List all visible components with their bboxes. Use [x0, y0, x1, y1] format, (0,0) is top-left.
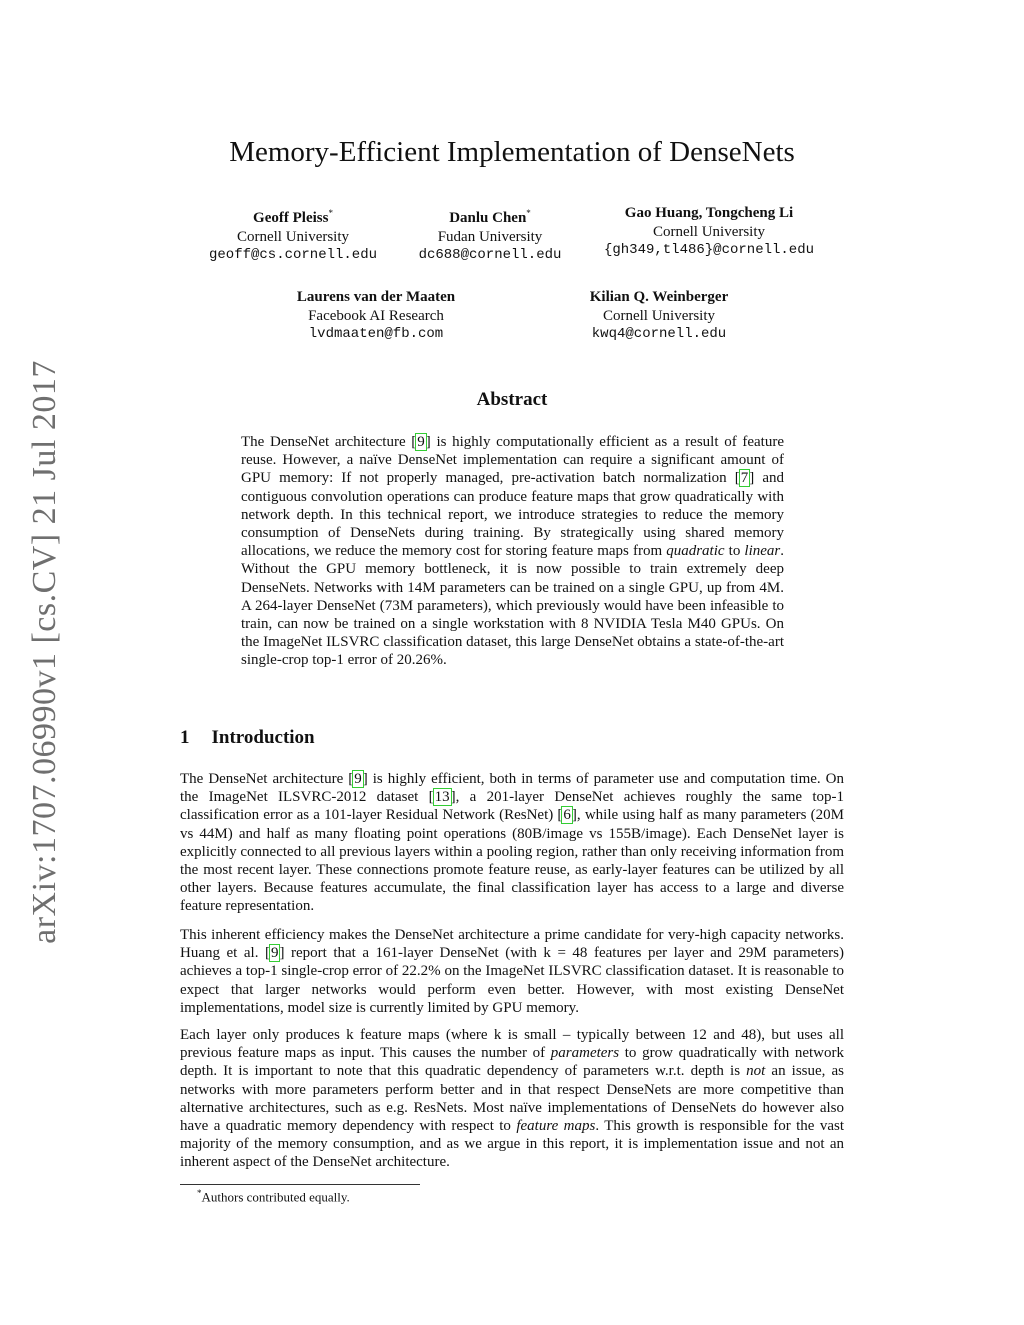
- emphasis: linear: [744, 543, 781, 560]
- section-title: Introduction: [211, 727, 315, 748]
- footnote-mark: *: [197, 1188, 202, 1198]
- citation-link[interactable]: 9: [417, 434, 425, 450]
- intro-paragraph-1: The DenseNet architecture [9] is highly efficient, both in terms of parameter use and computation time. On the ImageNet ILSVRC-2012 dataset [13], a 201-layer DenseNet achieves roughly the same top-1 classification error as a 101-layer Residual Network (ResNet) [6], while using half as many parameters (20M vs 44M) and half as many floating point operations (80B/image vs 155B/image). Each DenseNet layer is explicitly connected to all previous layers within a pooling region, rather than only receiving information from the most recent layer. These connections promote feature reuse, as early-layer features can be utilized by all other layers. Because features accumulate, the final classification layer has access to a large and diverse feature representation.: [180, 771, 845, 915]
- author-affiliation: Cornell University: [652, 223, 766, 240]
- arxiv-identifier: arXiv:1707.06990v1 [cs.CV] 21 Jul 2017: [26, 360, 63, 944]
- citation-link[interactable]: 9: [354, 771, 362, 787]
- author-email[interactable]: {gh349,tl486}@cornell.edu: [603, 242, 815, 258]
- author-email[interactable]: lvdmaaten@fb.com: [308, 326, 444, 342]
- author-name: Kilian Q. Weinberger: [589, 289, 729, 305]
- emphasis: not: [746, 1063, 766, 1080]
- emphasis: quadratic: [666, 543, 725, 560]
- emphasis: feature maps: [516, 1118, 596, 1135]
- abstract-text: The DenseNet architecture [9] is highly computationally efficient as a result of feature reuse. However, a naïve DenseNet implementation can require a significant amount of GPU memory: If not properly managed, pre-activation batch normalization [7] and contiguous convolution operations can produce feature maps that grow quadratically with network depth. In this technical report, we introduce strategies to reduce the memory consumption of DenseNets during training. By strategically using shared memory allocations, we reduce the memory cost for storing feature maps from quadratic to linear. Without the GPU memory bottleneck, it is now possible to train extremely deep DenseNets. Networks with 14M parameters can be trained on a single GPU, up from 4M. A 264-layer DenseNet (73M parameters), which previously would have been infeasible to train, can now be trained on a single workstation with 8 NVIDIA Tesla M40 GPUs. On the ImageNet ILSVRC classification dataset, this large DenseNet obtains a state-of-the-art single-crop top-1 error of 20.26%.: [241, 434, 784, 669]
- author-email[interactable]: geoff@cs.cornell.edu: [208, 247, 378, 263]
- author-affiliation: Facebook AI Research: [308, 307, 444, 324]
- section-number: 1: [180, 727, 190, 748]
- emphasis: parameters: [550, 1045, 620, 1062]
- intro-paragraph-2: This inherent efficiency makes the DenseNet architecture a prime candidate for very-high capacity networks. Huang et al. [9] report that a 161-layer DenseNet (with k = 48 features per layer and 29M parameters) achieves a top-1 single-crop error of 22.2% on the ImageNet ILSVRC classification dataset. It is reasonable to expect that larger networks would perform even better. However, with most existing DenseNet implementations, model size is currently limited by GPU memory.: [180, 927, 845, 1016]
- author-name: Danlu Chen*: [449, 208, 531, 226]
- equal-contribution-mark: *: [328, 208, 333, 218]
- footnote-divider: [180, 1184, 420, 1185]
- intro-paragraph-3: Each layer only produces k feature maps (where k is small – typically between 12 and 48), but uses all previous feature maps as input. This causes the number of parameters to grow quadratically with network depth. It is important to note that this quadratic dependency of parameters w.r.t. depth is not an issue, as networks with more parameters perform better and in that respect DenseNets are more competitive than alternative architectures, such as e.g. ResNets. Most naïve implementations of DenseNets do however also have a quadratic memory dependency with respect to feature maps. This growth is responsible for the vast majority of the memory consumption, and as we argue in this report, it is implementation issue and not an inherent aspect of the DenseNet architecture.: [180, 1027, 845, 1171]
- author-block: [236, 288, 516, 344]
- author-email[interactable]: kwq4@cornell.edu: [591, 326, 727, 342]
- author-block: [569, 204, 849, 260]
- author-email[interactable]: dc688@cornell.edu: [418, 247, 562, 263]
- author-affiliation: Cornell University: [236, 228, 350, 245]
- author-name: Geoff Pleiss*: [253, 208, 333, 226]
- citation-link[interactable]: 9: [270, 945, 279, 962]
- section-heading: [180, 727, 315, 749]
- footnote-text: Authors contributed equally.: [201, 1189, 350, 1205]
- author-name: Gao Huang, Tongcheng Li: [624, 205, 794, 221]
- author-block: [519, 288, 799, 344]
- paper-title: Memory-Efficient Implementation of DenseNets: [229, 136, 795, 168]
- citation-link[interactable]: 6: [563, 807, 571, 824]
- author-name: Laurens van der Maaten: [296, 289, 456, 305]
- footnote: [197, 1188, 350, 1205]
- citation-link[interactable]: 7: [740, 470, 749, 487]
- equal-contribution-mark: *: [526, 208, 531, 218]
- author-affiliation: Cornell University: [602, 307, 716, 324]
- citation-link[interactable]: 13: [434, 789, 450, 806]
- author-affiliation: Fudan University: [437, 228, 543, 245]
- abstract-heading: Abstract: [476, 389, 548, 410]
